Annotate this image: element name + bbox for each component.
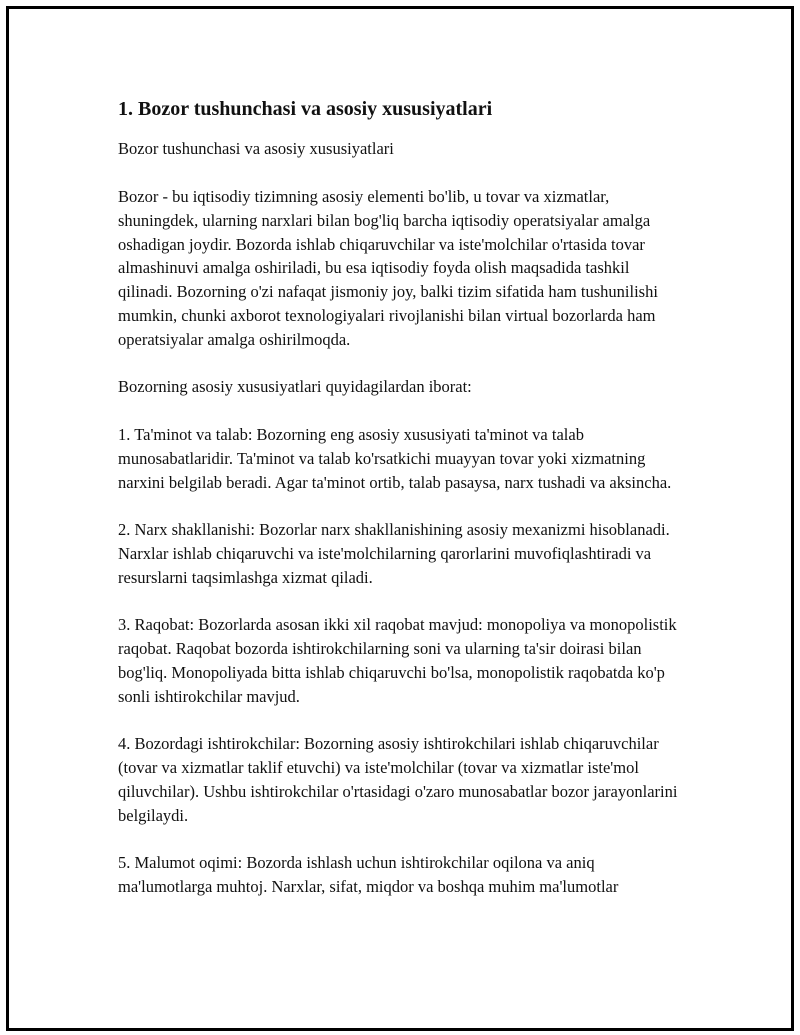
feature-information-flow-paragraph: 5. Malumot oqimi: Bozorda ishlash uchun ishtirokchilar oqilona va aniq ma'lumotlarga muhtoj. Narxlar, sifat, miqdor va boshqa muhim ma'lumotlar bbox=[118, 853, 619, 897]
document-content bbox=[118, 95, 688, 923]
feature-price-formation-paragraph: 2. Narx shakllanishi: Bozorlar narx shakllanishining asosiy mexanizmi hisoblanadi. Narxlar ishlab chiqaruvchi va iste'molchilarning qarorlarini muvofiqlashtiradi va resurslarni taqsimlashga xizmat qiladi. bbox=[118, 520, 670, 587]
features-intro-paragraph: Bozorning asosiy xususiyatlari quyidagilardan iborat: bbox=[118, 377, 472, 397]
feature-competition-paragraph: 3. Raqobat: Bozorlarda asosan ikki xil raqobat mavjud: monopoliya va monopolistik raqobat. Raqobat bozorda ishtirokchilarning soni va ularning ta'sir doirasi bilan bog'liq. Monopoliyada bitta ishlab chiqaruvchi bo'lsa, monopolistik raqobatda ko'p sonli ishtirokchilar mavjud. bbox=[118, 615, 677, 706]
feature-participants-paragraph: 4. Bozordagi ishtirokchilar: Bozorning asosiy ishtirokchilari ishlab chiqaruvchilar (tovar va xizmatlar taklif etuvchi) va iste'molchilar (tovar va xizmatlar iste'mol qiluvchilar). Ushbu ishtirokchilar o'rtasidagi o'zaro munosabatlar bozor jarayonlarini belgilaydi. bbox=[118, 734, 678, 825]
feature-supply-demand-paragraph: 1. Ta'minot va talab: Bozorning eng asosiy xususiyati ta'minot va talab munosabatlaridir. Ta'minot va talab ko'rsatkichi muayyan tovar yoki xizmatning narxini belgilab beradi. Agar ta'minot ortib, talab pasaysa, narx tushadi va aksincha. bbox=[118, 424, 672, 492]
intro-paragraph: Bozor - bu iqtisodiy tizimning asosiy elementi bo'lib, u tovar va xizmatlar, shuningdek, ularning narxlari bilan bog'liq barcha iqtisodiy operatsiyalar amalga oshadigan joydir. Bozorda ishlab chiqaruvchilar va iste'molchilar o'rtasida tovar almashinuvi amalga oshiriladi, bu esa iqtisodiy foyda olish maqsadida tashkil qilinadi. Bozorning o'zi nafaqat jismoniy joy, balki tizim sifatida ham tushunilishi mumkin, chunki axborot texnologiyalari rivojlanishi bilan virtual bozorlarda ham operatsiyalar amalga oshirilmoqda. bbox=[118, 187, 658, 349]
page-frame bbox=[6, 6, 794, 1031]
page-title: 1. Bozor tushunchasi va asosiy xususiyatlari bbox=[118, 98, 493, 120]
document-subtitle: Bozor tushunchasi va asosiy xususiyatlari bbox=[118, 139, 394, 158]
